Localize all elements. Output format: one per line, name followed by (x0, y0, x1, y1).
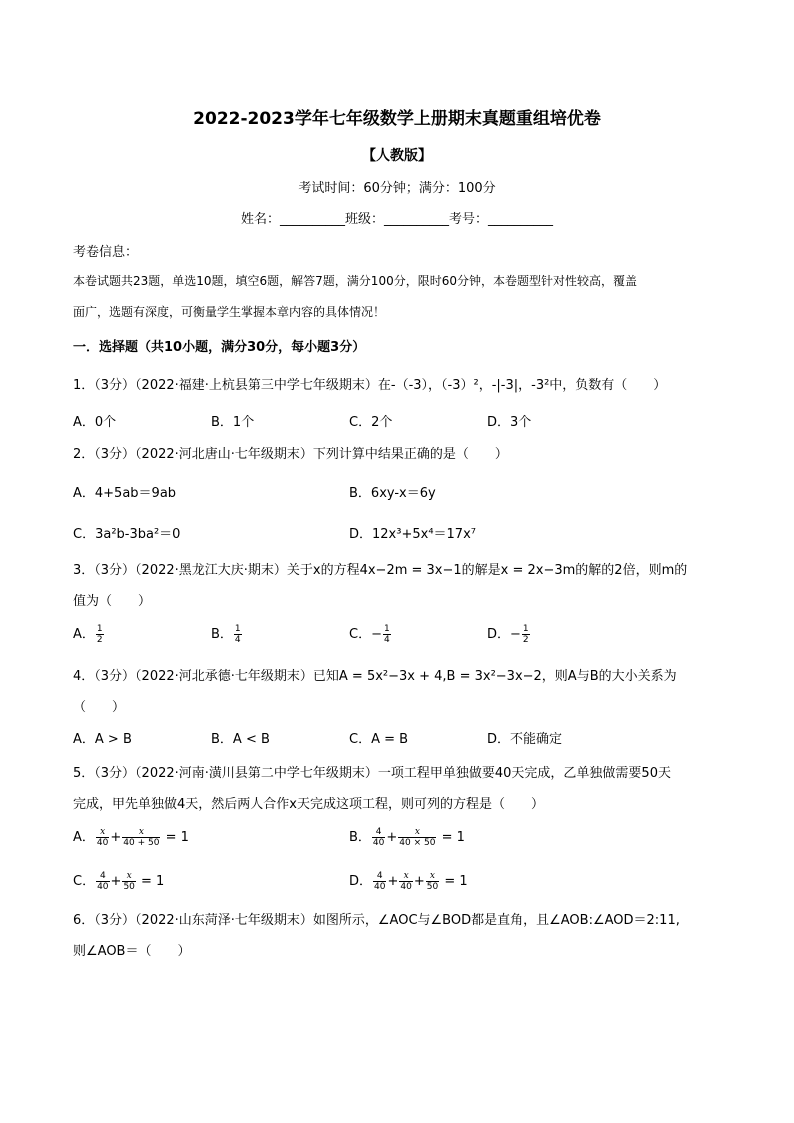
question-2-stem: 2．（3分）（2022·河北唐山·七年级期末）下列计算中结果正确的是（ ） (73, 447, 508, 462)
q2-option-d: D．12x³+5x⁴＝17x⁷ (349, 527, 476, 542)
edition-label: 【人教版】 (362, 148, 432, 164)
page-title: 2022-2023学年七年级数学上册期末真题重组培优卷 (193, 109, 601, 129)
question-3-stem-line-2: 值为（ ） (73, 594, 152, 609)
fraction: $\frac{4}{40}$ (97, 871, 109, 892)
q2-option-a: A．4+5ab＝9ab (73, 486, 177, 501)
q1-option-c: C．2个 (349, 415, 393, 430)
fraction: $\frac{4}{40}$ (372, 827, 385, 848)
q1-option-b: B．1个 (211, 415, 255, 430)
q5-option-c: C． $\frac{4}{40}$ + $\frac{x}{50}$ = 1 (73, 871, 165, 892)
question-6-stem-line-2: 则∠AOB＝（ ） (73, 944, 191, 959)
q2-option-c: C．3a²b-3ba²＝0 (73, 527, 181, 542)
question-1-stem: 1．（3分）（2022·福建·上杭县第三中学七年级期末）在-（-3），（-3）²，-|-3|，-3²中，负数有（ ） (73, 378, 667, 393)
notice-line-2: 面广，选题有深度，可衡量学生掌握本章内容的具体情况！ (73, 305, 386, 319)
q4-option-c: C．A = B (349, 732, 409, 747)
q4-option-d: D．不能确定 (487, 732, 563, 747)
question-3-stem-line-1: 3．（3分）（2022·黑龙江大庆·期末）关于x的方程4x−2m = 3x−1的解是x = 2x−3m的解的2倍，则m的 (73, 563, 688, 578)
fraction: $\frac{x}{40 \times 50}$ (399, 827, 436, 848)
question-4-stem-line-2: （ ） (73, 700, 126, 715)
q4-option-a: A．A > B (73, 732, 132, 747)
section-heading: 一．选择题（共10小题，满分30分，每小题3分） (73, 340, 366, 355)
question-5-stem-line-2: 完成，甲先单独做4天，然后两人合作x天完成这项工程，则可列的方程是（ ） (73, 797, 544, 812)
q3-option-a (73, 623, 105, 645)
q1-option-d: D．3个 (487, 415, 532, 430)
q2-option-b: B．6xy-x＝6y (349, 486, 436, 501)
q3-option-a-label: A． (73, 627, 95, 642)
exam-info: 考试时间：60分钟；满分：100分 (298, 181, 496, 196)
notice-line-1: 本卷试题共23题，单选10题，填空6题，解答7题，满分100分，限时60分钟，本卷题型针对性较高，覆盖 (73, 274, 637, 288)
q3-option-c-label: C． (349, 627, 372, 642)
q3-option-d-label: D． (487, 627, 511, 642)
q4-option-b: B．A < B (211, 732, 270, 747)
q3-option-b-label: B． (211, 627, 233, 642)
q5-option-d: D． $\frac{4}{40}$ + $\frac{x}{40}$ + $\frac{x}{50}$ = 1 (349, 871, 468, 892)
q3-option-b (211, 623, 243, 645)
student-id-line: 姓名：__________班级：__________考号：__________ (240, 212, 553, 227)
q3-option-c: C．− $\frac{1}{4}$ (349, 624, 390, 645)
fraction: $\frac{x}{50}$ (426, 871, 439, 892)
question-6-stem-line-1: 6．（3分）（2022·山东菏泽·七年级期末）如图所示，∠AOC与∠BOD都是直角，且∠AOB:∠AOD＝2:11, (73, 913, 680, 928)
fraction: $\frac{1}{2}$ (522, 624, 529, 645)
notice-label: 考卷信息： (73, 245, 139, 260)
fraction: $\frac{x}{50}$ (123, 871, 135, 892)
fraction: $\frac{x}{40}$ (96, 827, 109, 848)
fraction: $\frac{1}{2}$ (96, 624, 103, 645)
q5-option-b: B． $\frac{4}{40}$ + $\frac{x}{40 \times 50}$ = 1 (349, 827, 465, 848)
question-5-stem-line-1: 5．（3分）（2022·河南·潢川县第二中学七年级期末）一项工程甲单独做要40天完成，乙单独做需要50天 (73, 766, 671, 781)
q1-option-a: A．0个 (73, 415, 117, 430)
fraction: $\frac{1}{4}$ (383, 624, 390, 645)
question-4-stem-line-1: 4．（3分）（2022·河北承德·七年级期末）已知A = 5x²−3x + 4,B = 3x²−3x−2，则A与B的大小关系为 (73, 669, 677, 684)
fraction: $\frac{4}{40}$ (374, 871, 386, 892)
q5-option-a: A． $\frac{x}{40}$ + $\frac{x}{40 + 50}$ = 1 (73, 827, 189, 848)
fraction: $\frac{x}{40}$ (400, 871, 412, 892)
fraction: $\frac{x}{40 + 50}$ (123, 827, 160, 848)
fraction: $\frac{1}{4}$ (234, 624, 241, 645)
q3-option-d: D．− $\frac{1}{2}$ (487, 624, 529, 645)
